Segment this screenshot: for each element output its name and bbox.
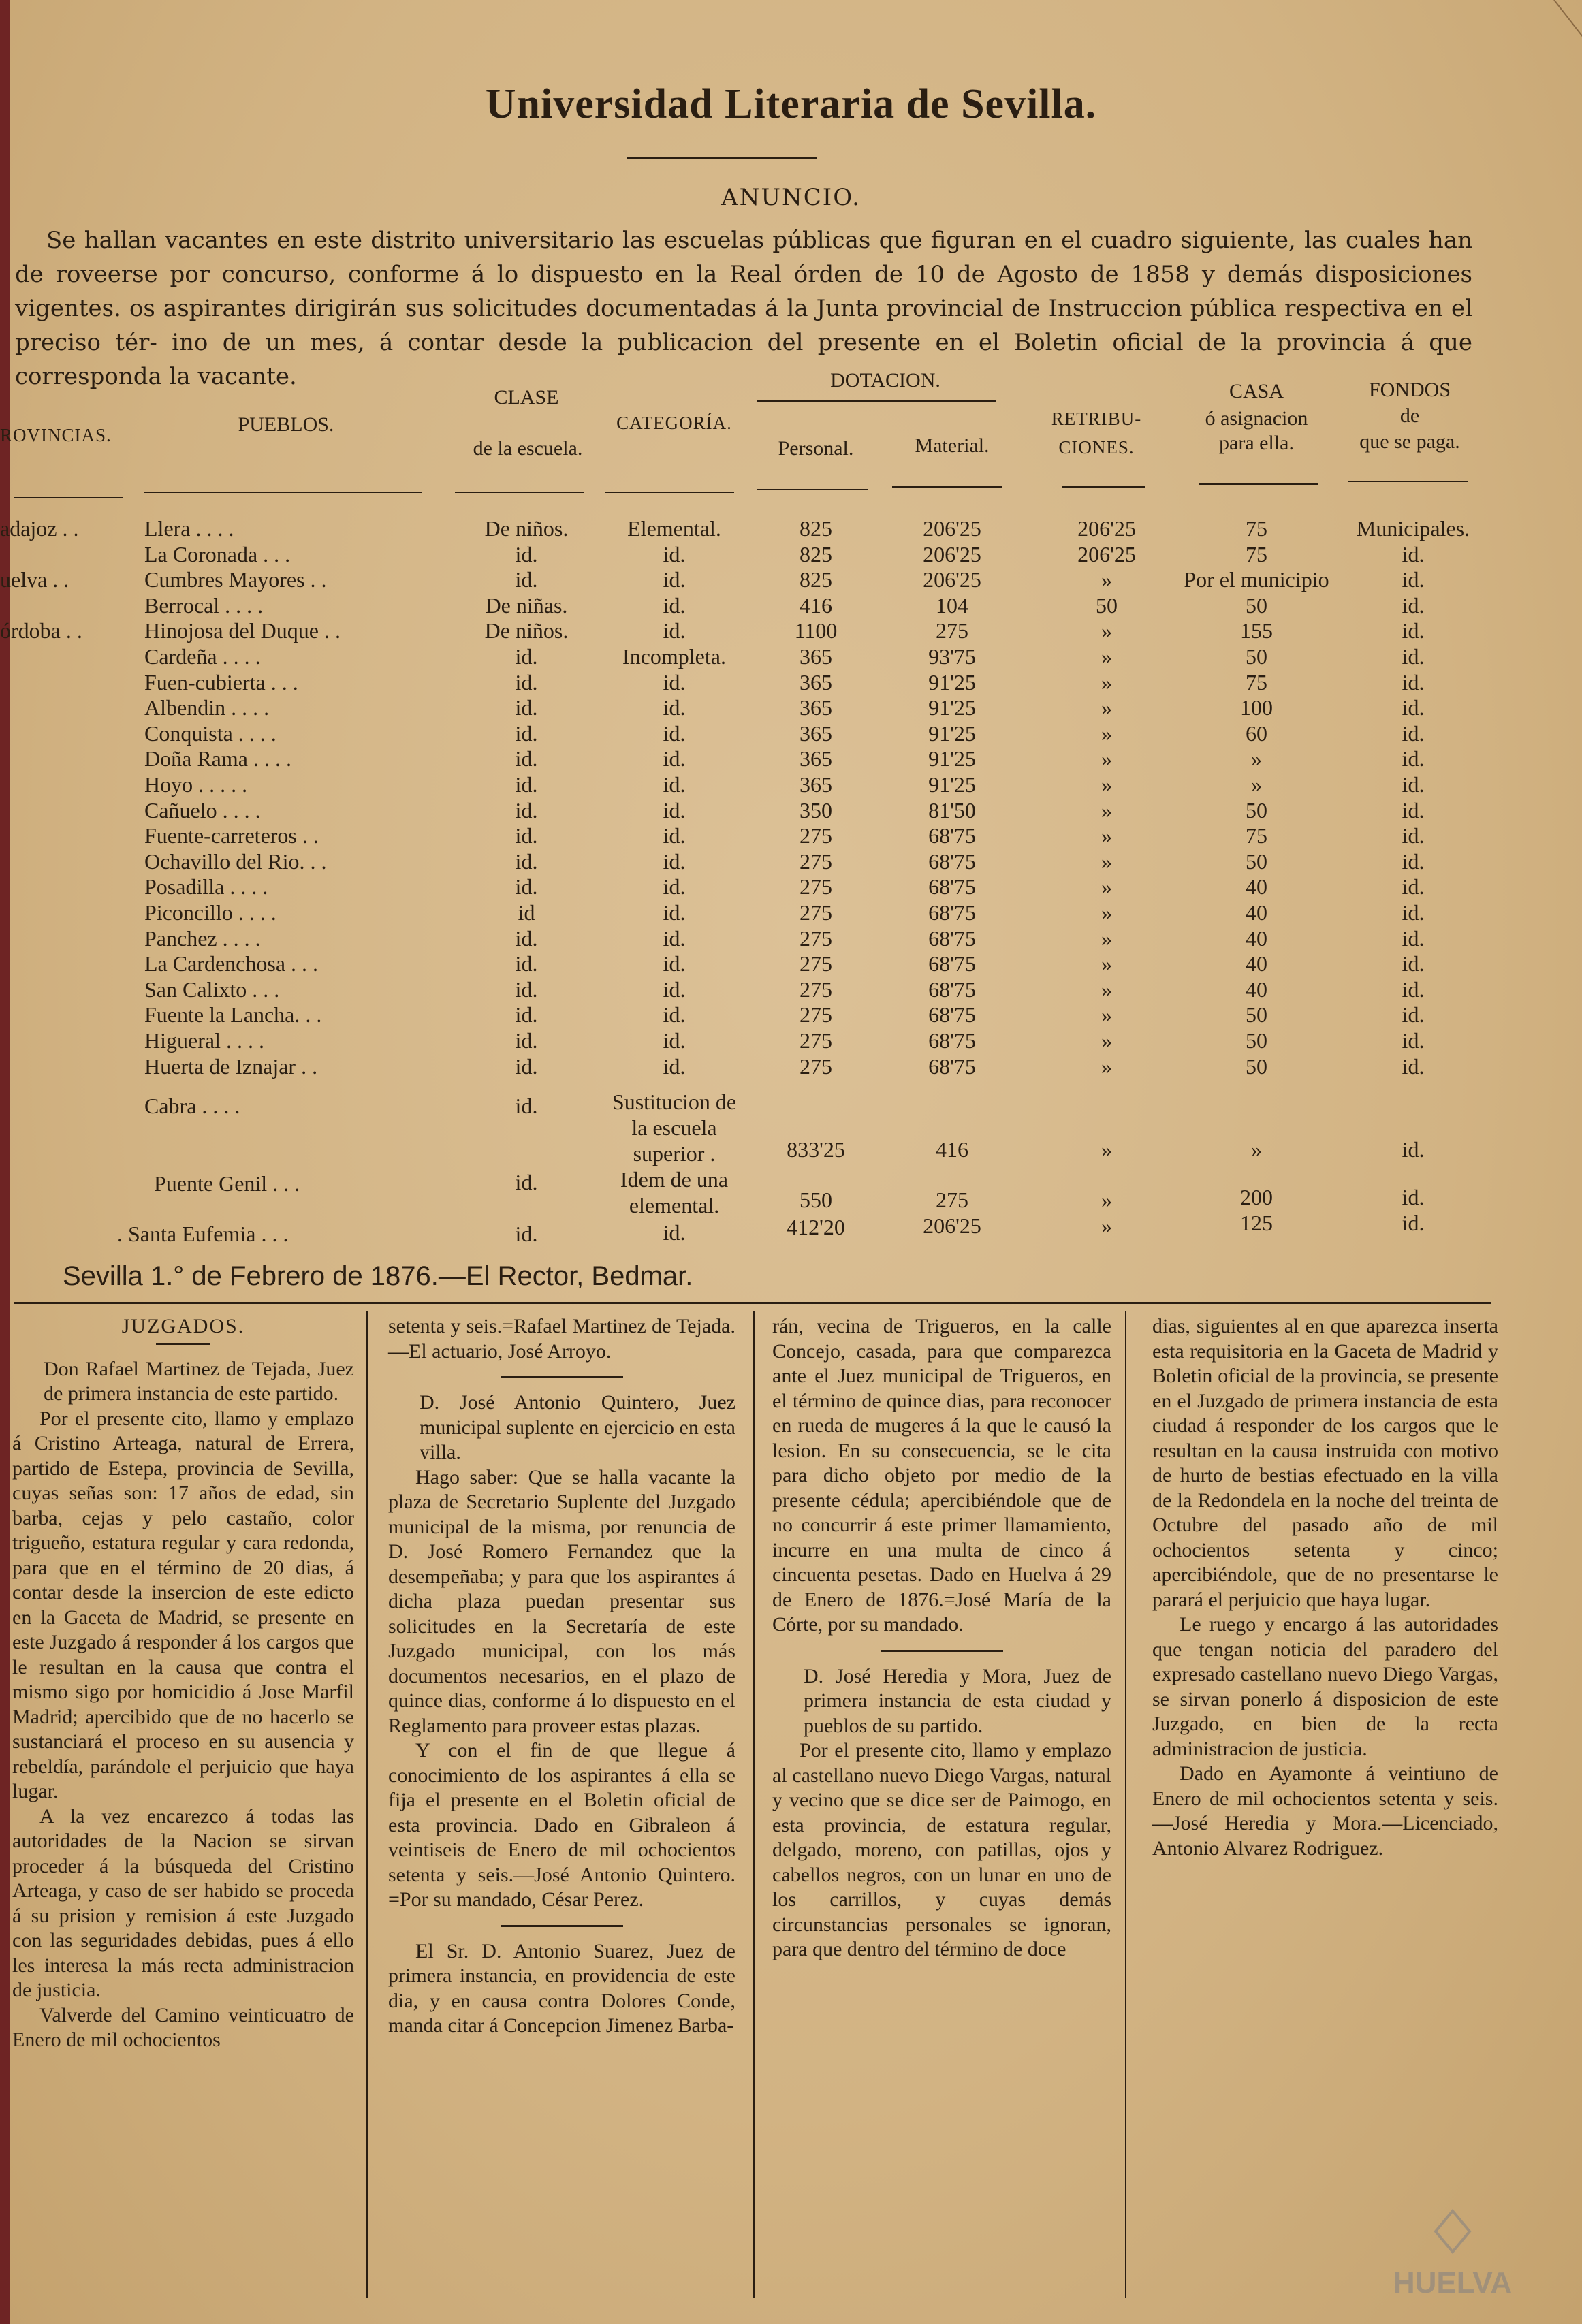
page-title: Universidad Literaria de Sevilla.: [485, 81, 1097, 127]
row-personal: 275: [800, 900, 832, 925]
row-fondos: id.: [1402, 1185, 1425, 1209]
column-divider: [366, 1311, 368, 2298]
row-pueblo: Fuente-carreteros . .: [144, 823, 319, 848]
edict-heading: D. José Antonio Quintero, Juez municipal suplente en ejercicio en esta villa.: [420, 1391, 735, 1463]
row-provincia: órdoba . .: [0, 618, 82, 643]
row-casa: 40: [1246, 925, 1267, 951]
row-retribuciones: 50: [1096, 592, 1118, 618]
row-material: 68'75: [928, 900, 976, 925]
dotacion-rule: [757, 400, 996, 402]
row-fondos: id.: [1402, 823, 1425, 848]
row-clase: id.: [515, 976, 538, 1002]
row-fondos: id.: [1402, 592, 1425, 618]
row-personal: 275: [800, 1028, 832, 1053]
row-casa: »: [1251, 772, 1262, 797]
column-3: [772, 1314, 1111, 1962]
row-categoria: Incompleta.: [622, 644, 726, 669]
header-retribuciones: RETRIBU-: [1051, 409, 1142, 429]
row-categoria: id.: [663, 874, 686, 900]
row-fondos: id.: [1402, 951, 1425, 976]
row-pueblo: La Coronada . . .: [144, 541, 291, 567]
row-personal: 275: [800, 976, 832, 1002]
column-4: [1152, 1314, 1498, 1861]
row-provincia: uelva . .: [0, 567, 69, 592]
row-material: 206'25: [923, 1213, 981, 1238]
header-rule-material: [892, 486, 1002, 488]
row-personal: 365: [800, 746, 832, 771]
row-casa: 50: [1246, 1002, 1267, 1028]
edict-paragraph: Valverde del Camino veinticuatro de Enero de mil ochocientos: [12, 2003, 354, 2051]
row-categoria: id.: [663, 592, 686, 618]
row-pueblo: Cardeña . . . .: [144, 644, 261, 669]
row-casa: 50: [1246, 1053, 1267, 1079]
row-clase: De niños.: [484, 618, 569, 643]
row-personal: 275: [800, 1053, 832, 1079]
row-retribuciones: »: [1101, 644, 1112, 669]
edict-heading: D. José Heredia y Mora, Juez de primera instancia de esta ciudad y pueblos de su partido.: [804, 1664, 1111, 1737]
row-pueblo: Hoyo . . . . .: [144, 772, 248, 797]
row-categoria: id.: [663, 567, 686, 592]
row-material: 91'25: [928, 772, 976, 797]
row-casa: 40: [1246, 900, 1267, 925]
row-casa: 50: [1246, 1028, 1267, 1053]
row-casa: 200: [1240, 1185, 1273, 1209]
announcement-heading: ANUNCIO.: [721, 184, 861, 211]
row-clase: id.: [515, 823, 538, 848]
row-material: 68'75: [928, 848, 976, 874]
row-categoria: elemental.: [629, 1193, 720, 1217]
row-fondos: id.: [1402, 772, 1425, 797]
edict-paragraph: Y con el fin de que llegue á conocimiento de los aspirantes á ella se fija el presente en el Boletin oficial de esta provincia. Dado en Gibraleon á veintiseis de Enero de mil ochocientos setenta y seis.—José Antonio Quintero. =Por su mandado, César Perez.: [388, 1739, 735, 1911]
row-pueblo: Albendin . . . .: [144, 695, 270, 720]
edict-paragraph: Por el presente cito, llamo y emplazo á Cristino Arteaga, natural de Errera, partido de Estepa, provincia de Sevilla, cuyas señas son: 17 años de edad, sin barba, cejas y pelo castaño, color trigueño, estatura regular y cara redonda, para que en el término de 20 dias, á contar desde la insercion de este edicto en la Gaceta de Madrid, se presente en este Juzgado á responder á los cargos que le resultan en la causa que contra el mismo sigo por homicidio á Jose Marfil Madrid; apercibido que de no hacerlo se sustanciará el proceso en su ausencia y rebeldía, parándole el perjuicio que haya lugar.: [12, 1407, 354, 1802]
row-casa: 75: [1246, 516, 1267, 541]
row-clase: id.: [515, 541, 538, 567]
row-retribuciones: »: [1101, 669, 1112, 695]
row-categoria: id.: [663, 797, 686, 823]
row-material: 68'75: [928, 874, 976, 900]
column-divider: [753, 1311, 755, 2298]
row-clase: id.: [515, 567, 538, 592]
row-material: 68'75: [928, 823, 976, 848]
row-categoria: superior .: [633, 1141, 716, 1166]
row-material: 91'25: [928, 669, 976, 695]
title-rule: [627, 157, 817, 159]
row-casa: 155: [1240, 618, 1273, 643]
header-clase-sub: de la escuela.: [473, 437, 583, 460]
row-personal: 275: [800, 925, 832, 951]
row-pueblo: Cañuelo . . . .: [144, 797, 261, 823]
row-casa: 75: [1246, 669, 1267, 695]
row-personal: 416: [800, 592, 832, 618]
row-clase: id.: [515, 1053, 538, 1079]
row-material: 68'75: [928, 1002, 976, 1028]
heading-rule: [156, 1343, 210, 1345]
row-material: 206'25: [923, 541, 981, 567]
row-retribuciones: »: [1101, 1137, 1112, 1162]
row-clase: id.: [515, 720, 538, 746]
row-material: 68'75: [928, 951, 976, 976]
announcement-text: Se hallan vacantes en este distrito universitario las escuelas públicas que figuran en el cuadro siguiente, las cuales han de roveerse por concurso, conforme á lo dispuesto en la Real órden de 10 de Agosto de 1858 y demás disposiciones vigentes. os aspirantes dirigirán sus solicitudes documentadas á la Junta provincial de Instruccion pública respectiva en el preciso tér- ino de un mes, á contar desde la publicacion del presente en el Boletin oficial de la provincia á que corresponda la vacante.: [15, 227, 1472, 390]
row-categoria: id.: [663, 848, 686, 874]
row-clase: id.: [515, 797, 538, 823]
row-retribuciones: »: [1101, 874, 1112, 900]
row-categoria: id.: [663, 1002, 686, 1028]
row-retribuciones: »: [1101, 848, 1112, 874]
column-divider: [1125, 1311, 1126, 2298]
row-retribuciones: »: [1101, 925, 1112, 951]
edict-paragraph: dias, siguientes al en que aparezca inserta esta requisitoria en la Gaceta de Madrid y Boletin oficial de la provincia, se presente en el Juzgado de primera instancia de esta ciudad á responder de los cargos que le resultan en la causa instruida con motivo de hurto de bestias efectuado en la villa de la Redondela en la noche del treinta de Octubre del pasado año de mil ochocientos setenta y cinco; apercibiéndole, que de no presentarse le parará el perjuicio que haya lugar.: [1152, 1315, 1498, 1611]
signature-line: Sevilla 1.° de Febrero de 1876.—El Rector, Bedmar.: [63, 1261, 693, 1291]
edict-paragraph: Le ruego y encargo á las autoridades que tengan noticia del paradero del expresado castellano nuevo Diego Vargas, se sirvan ponerlo á disposicion de este Juzgado, en bien de la recta administracion de justicia.: [1152, 1613, 1498, 1760]
edict-separator: [501, 1925, 623, 1927]
row-clase: id.: [515, 874, 538, 900]
row-casa: 40: [1246, 976, 1267, 1002]
row-personal: 825: [800, 567, 832, 592]
header-rule-pueblos: [144, 492, 422, 493]
row-personal: 275: [800, 1002, 832, 1028]
row-pueblo: Piconcillo . . . .: [144, 900, 276, 925]
header-rule-casa: [1199, 483, 1318, 485]
row-personal: 365: [800, 720, 832, 746]
row-provincia: adajoz . .: [0, 516, 79, 541]
archive-watermark: [1371, 2204, 1534, 2306]
row-material: 93'75: [928, 644, 976, 669]
row-fondos: id.: [1402, 1053, 1425, 1079]
row-pueblo: Llera . . . .: [144, 516, 234, 541]
row-personal: 275: [800, 874, 832, 900]
header-provincias: ROVINCIAS.: [0, 425, 112, 445]
row-personal: 833'25: [787, 1137, 845, 1162]
row-casa: 60: [1246, 720, 1267, 746]
header-casa: CASA: [1229, 380, 1284, 402]
row-personal: 825: [800, 516, 832, 541]
juzgados-heading: JUZGADOS.: [121, 1315, 245, 1337]
row-retribuciones: 206'25: [1077, 541, 1136, 567]
row-pueblo: Huerta de Iznajar . .: [144, 1053, 318, 1079]
row-personal: 365: [800, 644, 832, 669]
row-casa: »: [1251, 1137, 1262, 1162]
row-retribuciones: »: [1101, 1188, 1112, 1212]
row-clase: id.: [515, 669, 538, 695]
row-categoria: id.: [663, 772, 686, 797]
row-clase: id.: [515, 695, 538, 720]
row-categoria: id.: [663, 1053, 686, 1079]
row-clase: id: [518, 900, 535, 925]
row-categoria: id.: [663, 823, 686, 848]
row-retribuciones: »: [1101, 567, 1112, 592]
row-pueblo: Higueral . . . .: [144, 1028, 264, 1053]
edict-heading: Don Rafael Martinez de Tejada, Juez de primera instancia de este partido.: [44, 1357, 354, 1405]
row-material: 91'25: [928, 746, 976, 771]
header-clase: CLASE: [494, 386, 559, 409]
row-retribuciones: »: [1101, 720, 1112, 746]
row-retribuciones: »: [1101, 900, 1112, 925]
row-casa: 125: [1240, 1211, 1273, 1235]
edict-paragraph: El Sr. D. Antonio Suarez, Juez de primera instancia, en providencia de este dia, y en causa contra Dolores Conde, manda citar á Concepcion Jimenez Barba-: [388, 1939, 735, 2037]
row-clase: id.: [515, 1028, 538, 1053]
row-fondos: id.: [1402, 618, 1425, 643]
row-pueblo: Puente Genil . . .: [154, 1171, 300, 1196]
row-retribuciones: 206'25: [1077, 516, 1136, 541]
edict-paragraph: setenta y seis.=Rafael Martinez de Tejada.—El actuario, José Arroyo.: [388, 1315, 735, 1363]
column-2: [388, 1314, 735, 2039]
header-rule-clase: [455, 492, 584, 493]
row-retribuciones: »: [1101, 1002, 1112, 1028]
row-clase: id.: [515, 1222, 538, 1246]
watermark-text: HUELVA: [1393, 2266, 1513, 2299]
row-fondos: id.: [1402, 1028, 1425, 1053]
row-clase: id.: [515, 772, 538, 797]
edict-paragraph: A la vez encarezco á todas las autoridades de la Nacion se sirvan proceder á la búsqueda del Cristino Arteaga, y caso de ser habido se proceda á su prision y remision á este Juzgado con las seguridades debidas, pues á ello les interesa la más recta administracion de justicia.: [12, 1804, 354, 2001]
row-categoria: id.: [663, 669, 686, 695]
row-retribuciones: »: [1101, 772, 1112, 797]
row-material: 81'50: [928, 797, 976, 823]
row-pueblo: Panchez . . . .: [144, 925, 261, 951]
row-casa: 40: [1246, 874, 1267, 900]
row-pueblo: Posadilla . . . .: [144, 874, 268, 900]
row-material: 91'25: [928, 720, 976, 746]
row-categoria: id.: [663, 541, 686, 567]
row-fondos: id.: [1402, 1137, 1425, 1162]
row-personal: 365: [800, 695, 832, 720]
header-rule-personal: [757, 489, 868, 490]
row-fondos: id.: [1402, 644, 1425, 669]
header-retribuciones-sub: CIONES.: [1058, 437, 1135, 458]
row-fondos: id.: [1402, 1211, 1425, 1235]
row-fondos: id.: [1402, 567, 1425, 592]
row-casa: 50: [1246, 848, 1267, 874]
row-pueblo: . Santa Eufemia . . .: [117, 1222, 289, 1246]
row-fondos: Municipales.: [1356, 516, 1470, 541]
row-pueblo: Fuente la Lancha. . .: [144, 1002, 322, 1028]
row-pueblo: Hinojosa del Duque . .: [144, 618, 341, 643]
row-fondos: id.: [1402, 746, 1425, 771]
row-material: 68'75: [928, 1028, 976, 1053]
row-clase: id.: [515, 925, 538, 951]
row-categoria: Sustitucion de: [612, 1089, 737, 1114]
row-retribuciones: »: [1101, 1028, 1112, 1053]
edict-paragraph: Hago saber: Que se halla vacante la plaza de Secretario Suplente del Juzgado municipal de la misma, por renuncia de D. José Romero Fernandez que la desempeñaba; y para que los aspirantes á dicha plaza puedan presentar sus solicitudes en la Secretaría de este Juzgado municipal, con los más documentos necesarios, en el plazo de quince dias, conforme á lo dispuesto en el Reglamento para proveer estas plazas.: [388, 1465, 735, 1737]
header-material: Material.: [915, 434, 990, 457]
row-casa: 50: [1246, 644, 1267, 669]
row-material: 275: [936, 618, 968, 643]
header-dotacion: DOTACION.: [830, 369, 940, 392]
header-rule-categoria: [605, 492, 734, 493]
edict-separator: [881, 1650, 1003, 1652]
edict-paragraph: Dado en Ayamonte á veintiuno de Enero de mil ochocientos setenta y seis.—José Heredia y Mora.—Licenciado, Antonio Alvarez Rodriguez.: [1152, 1762, 1498, 1860]
row-pueblo: Cabra . . . .: [144, 1094, 240, 1118]
row-casa: »: [1251, 746, 1262, 771]
row-personal: 275: [800, 951, 832, 976]
row-categoria: id.: [663, 951, 686, 976]
row-categoria: id.: [663, 618, 686, 643]
row-retribuciones: »: [1101, 746, 1112, 771]
column-1: [12, 1314, 354, 2053]
row-clase: id.: [515, 1170, 538, 1194]
row-clase: De niños.: [484, 516, 569, 541]
row-retribuciones: »: [1101, 618, 1112, 643]
edict-paragraph: Por el presente cito, llamo y emplazo al castellano nuevo Diego Vargas, natural y vecino que se dice ser de Paimogo, en esta provincia, de estatura regular, delgado, moreno, con patillas, ojos y cabellos negros, con un lunar en uno de los carrillos, y cuyas demás circunstancias personales se ignoran, para que dentro del término de doce: [772, 1739, 1111, 1960]
row-casa: 100: [1240, 695, 1273, 720]
row-pueblo: Cumbres Mayores . .: [144, 567, 327, 592]
row-personal: 1100: [794, 618, 838, 643]
row-categoria: id.: [663, 900, 686, 925]
header-casa-sub1: ó asignacion: [1205, 407, 1308, 430]
row-pueblo: San Calixto . . .: [144, 976, 280, 1002]
row-casa: 50: [1246, 592, 1267, 618]
row-personal: 825: [800, 541, 832, 567]
row-fondos: id.: [1402, 720, 1425, 746]
row-personal: 365: [800, 772, 832, 797]
row-material: 206'25: [923, 567, 981, 592]
row-material: 91'25: [928, 695, 976, 720]
row-material: 68'75: [928, 976, 976, 1002]
row-fondos: id.: [1402, 900, 1425, 925]
row-retribuciones: »: [1101, 823, 1112, 848]
row-categoria: id.: [663, 925, 686, 951]
row-categoria: Idem de una: [620, 1167, 729, 1192]
row-categoria: id.: [663, 1220, 686, 1245]
row-clase: id.: [515, 644, 538, 669]
row-fondos: id.: [1402, 976, 1425, 1002]
header-casa-sub2: para ella.: [1219, 432, 1294, 454]
row-categoria: id.: [663, 1028, 686, 1053]
row-clase: id.: [515, 746, 538, 771]
row-pueblo: Fuen-cubierta . . .: [144, 669, 298, 695]
row-pueblo: Conquista . . . .: [144, 720, 276, 746]
row-categoria: id.: [663, 720, 686, 746]
row-retribuciones: »: [1101, 1213, 1112, 1238]
row-categoria: id.: [663, 746, 686, 771]
row-material: 68'75: [928, 1053, 976, 1079]
row-retribuciones: »: [1101, 1053, 1112, 1079]
row-fondos: id.: [1402, 848, 1425, 874]
row-categoria: Elemental.: [627, 516, 721, 541]
row-casa: 75: [1246, 541, 1267, 567]
row-clase: id.: [515, 1002, 538, 1028]
header-rule-retribuciones: [1062, 486, 1145, 488]
row-clase: id.: [515, 951, 538, 976]
header-rule-fondos: [1348, 481, 1468, 482]
page-edge: [0, 0, 10, 2324]
row-fondos: id.: [1402, 695, 1425, 720]
row-casa: 50: [1246, 797, 1267, 823]
row-pueblo: La Cardenchosa . . .: [144, 951, 319, 976]
row-casa: 75: [1246, 823, 1267, 848]
row-fondos: id.: [1402, 874, 1425, 900]
row-material: 68'75: [928, 925, 976, 951]
row-fondos: id.: [1402, 1002, 1425, 1028]
row-material: 206'25: [923, 516, 981, 541]
row-casa: 40: [1246, 951, 1267, 976]
section-rule: [14, 1302, 1491, 1304]
edict-separator: [501, 1376, 623, 1378]
row-fondos: id.: [1402, 669, 1425, 695]
row-personal: 350: [800, 797, 832, 823]
edict-paragraph: rán, vecina de Trigueros, en la calle Concejo, casada, para que comparezca ante el Juez municipal de Trigueros, en el término de quince dias, para reconocer en rueda de mugeres á la que le causó la lesion. En su consecuencia, se le cita para dicho objeto por medio de la presente cédula; apercibiéndole que de no concurrir á este primer llamamiento, incurre en una multa de cinco á cincuenta pesetas. Dado en Huelva á 29 de Enero de 1876.=José María de la Córte, por su mandado.: [772, 1315, 1111, 1636]
header-fondos-sub2: que se paga.: [1359, 430, 1460, 453]
row-pueblo: Ochavillo del Rio. . .: [144, 848, 327, 874]
row-retribuciones: »: [1101, 951, 1112, 976]
row-pueblo: Berrocal . . . .: [144, 592, 264, 618]
row-pueblo: Doña Rama . . . .: [144, 746, 291, 771]
row-personal: 275: [800, 823, 832, 848]
row-material: 104: [936, 592, 968, 618]
row-retribuciones: »: [1101, 797, 1112, 823]
row-categoria: id.: [663, 695, 686, 720]
row-fondos: id.: [1402, 797, 1425, 823]
row-categoria: id.: [663, 976, 686, 1002]
row-clase: id.: [515, 848, 538, 874]
row-personal: 550: [800, 1188, 832, 1212]
header-pueblos: PUEBLOS.: [238, 413, 334, 436]
header-fondos-sub1: de: [1399, 404, 1420, 427]
row-fondos: id.: [1402, 925, 1425, 951]
header-fondos: FONDOS: [1368, 379, 1451, 401]
header-categoria: CATEGORÍA.: [616, 413, 732, 433]
row-clase: id.: [515, 1094, 538, 1118]
header-rule-provincias: [14, 497, 123, 498]
row-clase: De niñas.: [485, 592, 568, 618]
row-material: 275: [936, 1188, 968, 1212]
row-personal: 365: [800, 669, 832, 695]
row-retribuciones: »: [1101, 976, 1112, 1002]
row-fondos: id.: [1402, 541, 1425, 567]
header-personal: Personal.: [778, 437, 854, 460]
row-material: 416: [936, 1137, 968, 1162]
shield-icon: [1436, 2211, 1470, 2252]
row-casa: Por el municipio: [1184, 567, 1329, 592]
row-personal: 275: [800, 848, 832, 874]
row-retribuciones: »: [1101, 695, 1112, 720]
row-categoria: la escuela: [631, 1115, 717, 1140]
row-personal: 412'20: [787, 1215, 845, 1239]
